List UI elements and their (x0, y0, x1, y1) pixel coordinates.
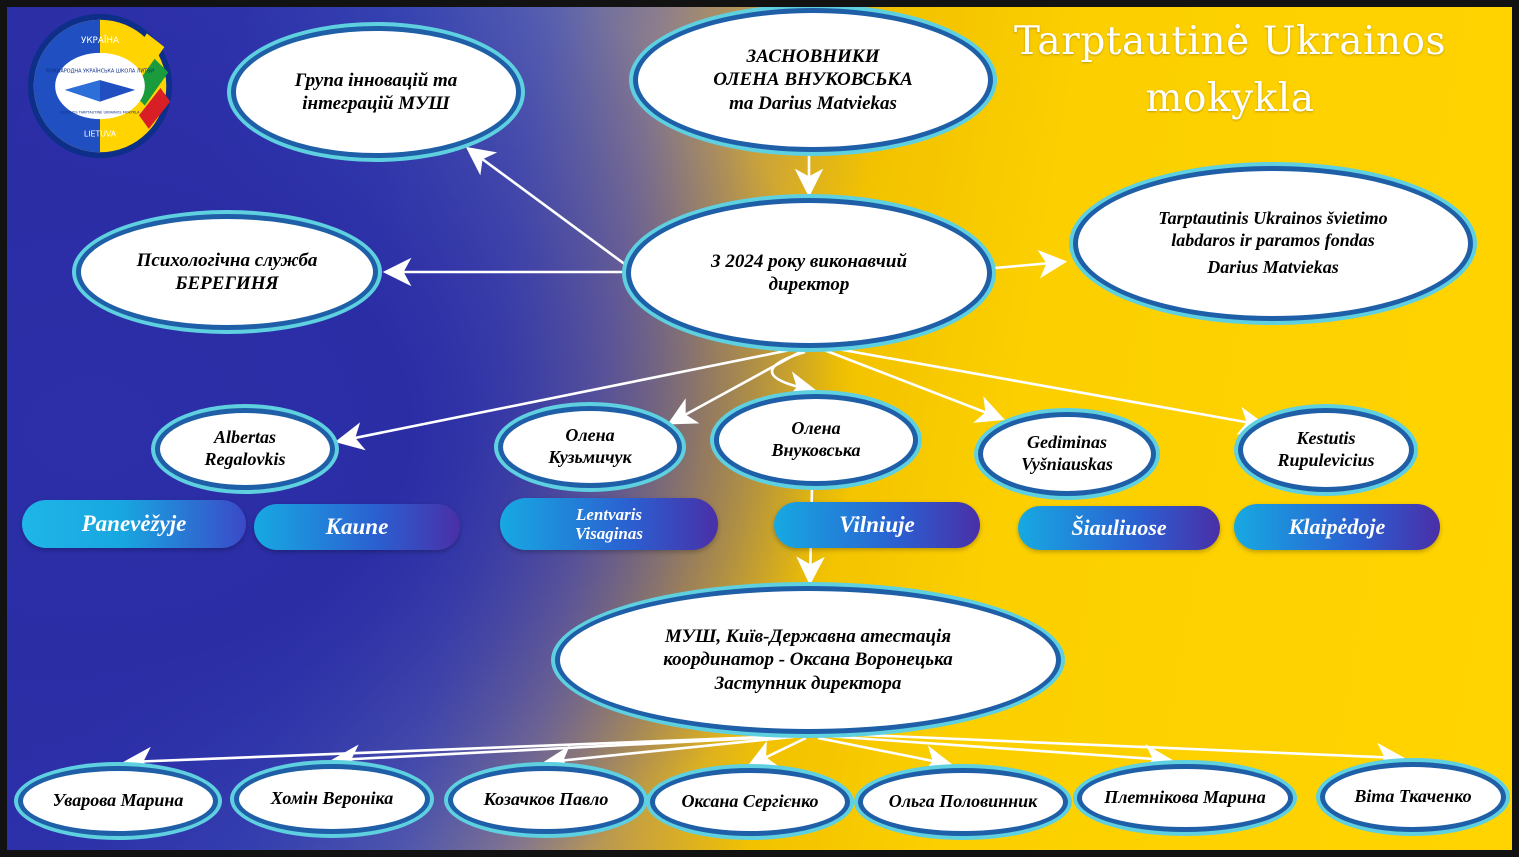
city-label: Kaune (325, 514, 389, 540)
node-gediminas[interactable] (978, 412, 1156, 496)
node-psychology[interactable] (76, 214, 378, 330)
node-label: інтеграцій МУШ (302, 93, 450, 114)
node-label: Kestutis (1296, 428, 1356, 449)
page-title: Tarptautinė Ukrainos mokykla (1013, 19, 1447, 121)
city-label: Klaipėdoje (1288, 513, 1386, 539)
city-pill-kaunas[interactable] (254, 504, 460, 550)
node-label: Хомін Вероніка (270, 788, 394, 809)
node-uvarova[interactable] (18, 766, 218, 836)
node-label: Vyšniauskas (1021, 454, 1113, 474)
node-label: labdaros ir paramos fondas (1171, 229, 1375, 250)
node-serhiienko[interactable] (650, 768, 850, 836)
node-label: Віта Ткаченко (1354, 786, 1472, 807)
node-label: Психологічна служба (136, 249, 318, 271)
node-innovation[interactable] (231, 26, 521, 158)
city-label: Lentvaris (575, 504, 643, 524)
school-emblem (22, 8, 178, 164)
node-kozachkov[interactable] (448, 766, 644, 834)
city-pill-lentvaris[interactable] (500, 498, 718, 550)
city-label: Vilniuje (839, 512, 915, 538)
node-label: Regalovkis (204, 449, 286, 469)
node-director[interactable] (626, 198, 992, 348)
node-label: Олена (791, 418, 841, 439)
city-label: Panevėžyje (81, 511, 187, 537)
city-label: Visaginas (574, 524, 644, 543)
node-label: Gediminas (1026, 432, 1107, 453)
node-tkachenko[interactable] (1320, 762, 1506, 832)
node-label: Кузьмичук (548, 447, 632, 467)
node-attestation[interactable] (555, 586, 1061, 734)
node-label: ОЛЕНА ВНУКОВСЬКА (713, 69, 913, 91)
node-label: Darius Matviekas (1207, 257, 1339, 278)
city-pill-siauliai[interactable] (1018, 506, 1220, 550)
node-label: Внуковська (771, 440, 861, 460)
node-label: Уварова Марина (52, 790, 184, 811)
node-founders[interactable] (633, 8, 993, 152)
node-label: БЕРЕГИНЯ (175, 273, 279, 294)
node-polovynnyk[interactable] (858, 768, 1068, 836)
node-label: Заступник директора (714, 672, 902, 694)
node-label: ЗАСНОВНИКИ (746, 46, 880, 68)
node-pletnikova[interactable] (1077, 764, 1293, 832)
node-label: Оксана Сергієнко (681, 791, 819, 812)
node-label: та Darius Matviekas (729, 92, 897, 114)
node-label: координатор - Оксана Воронецька (663, 649, 953, 671)
node-albertas[interactable] (155, 408, 335, 490)
node-kestutis[interactable] (1238, 408, 1414, 492)
node-label: Група інновацій та (294, 69, 458, 91)
node-khomin[interactable] (234, 764, 430, 834)
node-kuzmychuk[interactable] (498, 406, 682, 488)
node-label: Rupulevicius (1277, 450, 1375, 470)
node-label: Олена (565, 425, 615, 446)
emblem-center-text: МІЖНАРОДНА УКРАЇНСЬКА ШКОЛА ЛИТВИ (46, 68, 154, 75)
emblem-bottom-text: LIETUVA (83, 129, 117, 139)
node-label: Tarptautinis Ukrainos švietimo (1158, 207, 1388, 228)
emblem-center-text-2: LIETUVOS TARPTAUTINĖ UKRAINOS MOKYKLA (60, 110, 140, 115)
city-pill-vilnius[interactable] (774, 502, 980, 548)
node-fund[interactable] (1073, 166, 1473, 321)
city-pill-klaipeda[interactable] (1234, 504, 1440, 550)
node-label: Козачков Павло (483, 789, 609, 810)
emblem-top-text: УКРАЇНА (80, 36, 120, 47)
node-vnukovska[interactable] (714, 394, 918, 486)
city-pill-panevezys[interactable] (22, 500, 246, 548)
city-label: Šiauliuose (1071, 514, 1167, 540)
node-label: З 2024 року виконавчий (710, 250, 908, 272)
node-label: директор (768, 274, 850, 295)
node-label: Albertas (213, 427, 276, 448)
node-label: МУШ, Київ-Державна атестація (664, 626, 952, 648)
node-label: Плетнікова Марина (1104, 787, 1266, 808)
node-label: Ольга Половинник (888, 791, 1038, 812)
